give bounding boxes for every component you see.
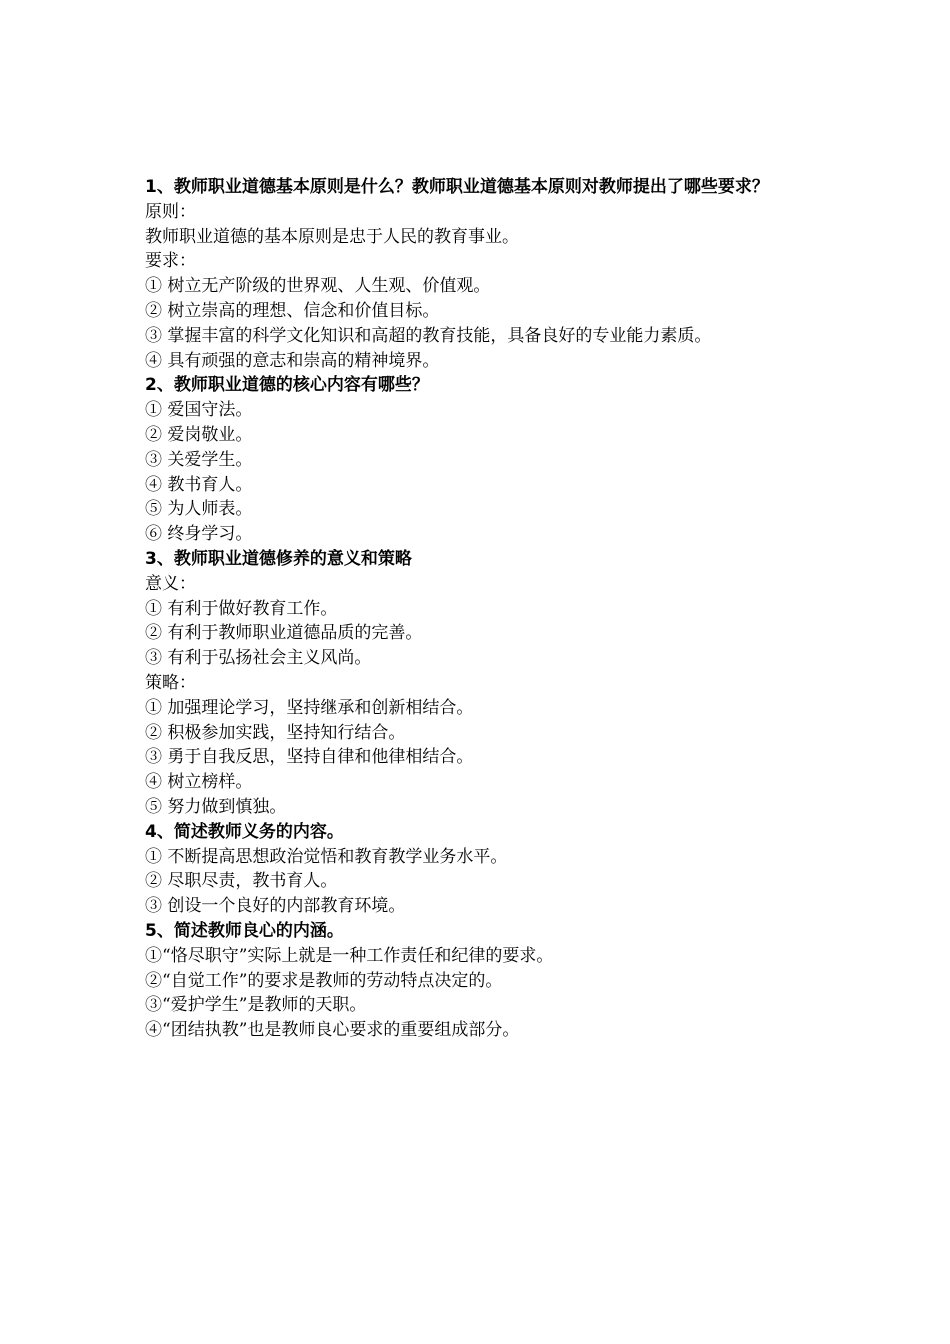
list-item: ⑥ 终身学习。	[145, 524, 253, 545]
section-2	[145, 373, 815, 547]
list-item: ④ 树立榜样。	[145, 772, 253, 793]
list-item: ② 爱岗敬业。	[145, 424, 253, 445]
list-item: ① 爱国守法。	[145, 400, 253, 421]
list-item: ① 有利于做好教育工作。	[145, 598, 338, 619]
list-item: ② 树立崇高的理想、信念和价值目标。	[145, 300, 440, 321]
list-item: ① 加强理论学习，坚持继承和创新相结合。	[145, 697, 474, 718]
list-item: ②“自觉工作”的要求是教师的劳动特点决定的。	[145, 970, 503, 991]
list-item: ③ 关爱学生。	[145, 449, 253, 470]
section-3	[145, 547, 815, 820]
list-item: ③ 有利于弘扬社会主义风尚。	[145, 648, 372, 669]
list-item: ② 积极参加实践，坚持知行结合。	[145, 722, 406, 743]
list-item: ⑤ 为人师表。	[145, 499, 253, 520]
section-heading: 4、简述教师义务的内容。	[145, 821, 344, 842]
section-5	[145, 919, 815, 1043]
list-item: ① 树立无产阶级的世界观、人生观、价值观。	[145, 276, 491, 297]
text-line: 策略：	[145, 672, 196, 693]
section-heading: 2、教师职业道德的核心内容有哪些？	[145, 375, 429, 396]
section-heading: 3、教师职业道德修养的意义和策略	[145, 548, 412, 569]
list-item: ④“团结执教”也是教师良心要求的重要组成部分。	[145, 1020, 520, 1041]
section-heading: 1、教师职业道德基本原则是什么？教师职业道德基本原则对教师提出了哪些要求？	[145, 177, 769, 197]
list-item: ② 有利于教师职业道德品质的完善。	[145, 623, 423, 644]
section-heading: 5、简述教师良心的内涵。	[145, 920, 344, 941]
text-line: 原则：	[145, 201, 196, 222]
text-line: 意义：	[145, 573, 196, 594]
list-item: ③ 勇于自我反思，坚持自律和他律相结合。	[145, 747, 474, 768]
list-item: ② 尽职尽责，教书育人。	[145, 871, 338, 892]
list-item: ④ 具有顽强的意志和崇高的精神境界。	[145, 350, 440, 371]
section-4	[145, 820, 815, 919]
list-item: ③ 掌握丰富的科学文化知识和高超的教育技能，具备良好的专业能力素质。	[145, 325, 712, 346]
list-item: ③ 创设一个良好的内部教育环境。	[145, 896, 406, 917]
list-item: ③“爱护学生”是教师的天职。	[145, 995, 367, 1016]
section-1	[145, 175, 815, 373]
list-item: ①“恪尽职守”实际上就是一种工作责任和纪律的要求。	[145, 945, 554, 966]
text-line: 教师职业道德的基本原则是忠于人民的教育事业。	[145, 226, 519, 247]
document-page	[145, 175, 815, 1043]
list-item: ④ 教书育人。	[145, 474, 253, 495]
list-item: ① 不断提高思想政治觉悟和教育教学业务水平。	[145, 846, 508, 867]
text-line: 要求：	[145, 251, 196, 272]
list-item: ⑤ 努力做到慎独。	[145, 796, 287, 817]
